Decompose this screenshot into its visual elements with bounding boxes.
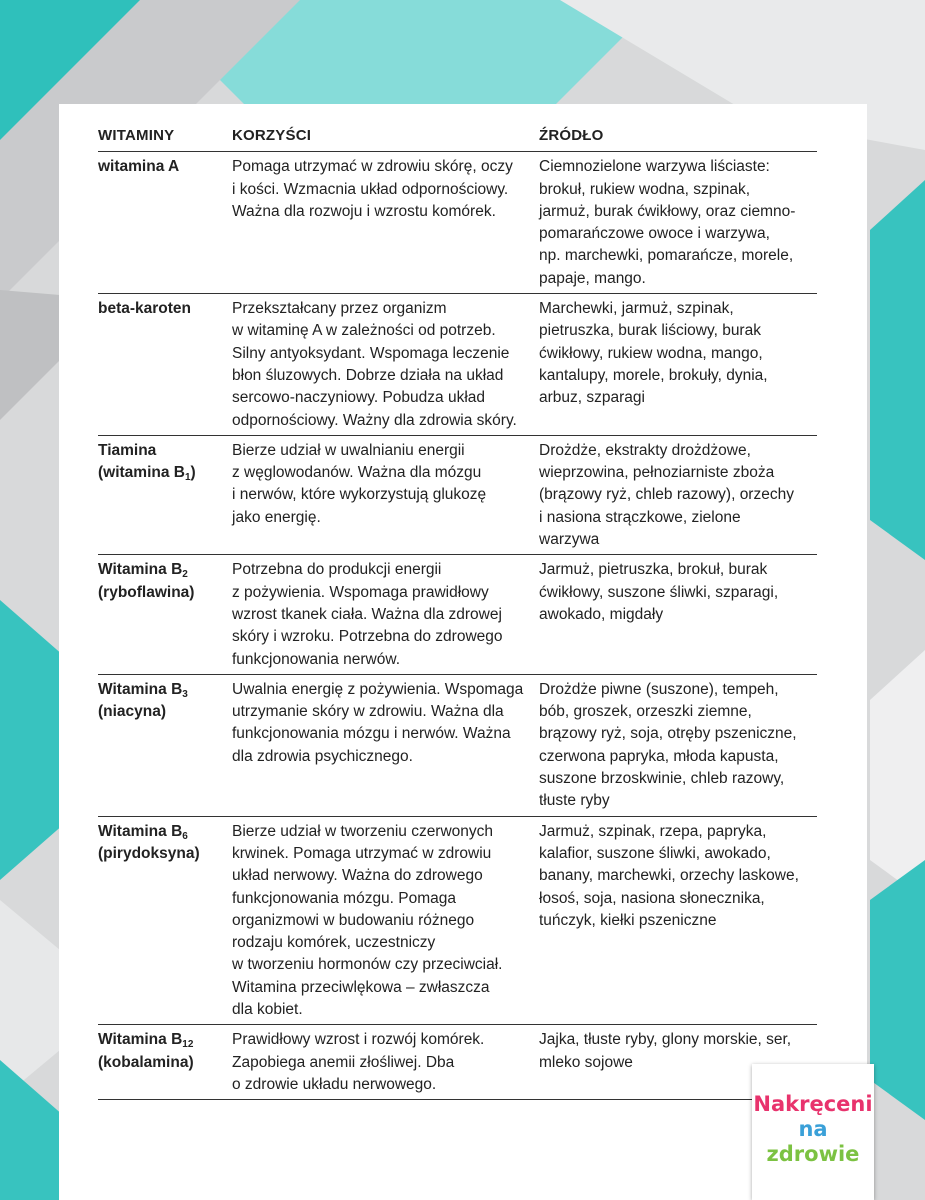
table-row (98, 294, 817, 436)
vitamin-name: Witamina $B_{12}$ (kobalamina) (98, 1025, 232, 1100)
vitamin-benefits: Potrzebna do produkcji energii z pożywienia. Wspomaga prawidłowy wzrost tkanek ciała. Ważna dla zdrowej skóry i wzroku. Potrzebna do zdrowego funkcjonowania nerwów. (232, 555, 539, 674)
table-row (98, 816, 817, 1025)
logo-line: zdrowie (766, 1142, 860, 1166)
vitamin-name: beta-karoten (98, 294, 232, 436)
vitamin-table (98, 122, 817, 1100)
header-vitamins: WITAMINY (98, 122, 232, 152)
vitamin-sources: Jarmuż, pietruszka, brokuł, burak ćwikłowy, suszone śliwki, szparagi, awokado, migdały (539, 555, 817, 674)
vitamin-benefits: Bierze udział w tworzeniu czerwonych krwinek. Pomaga utrzymać w zdrowiu układ nerwowy. Ważna do zdrowego funkcjonowania mózgu. Pomaga organizmowi w budowaniu różnego rodzaju komórek, uczestniczy w tworzeniu hormonów czy przeciwciał. Witamina przeciwlękowa – zwłaszcza dla kobiet. (232, 816, 539, 1025)
vitamin-name: witamina A (98, 152, 232, 294)
vitamin-name: Witamina $B_6$ (pirydoksyna) (98, 816, 232, 1025)
table-row (98, 1025, 817, 1100)
vitamin-sources: Drożdże, ekstrakty drożdżowe, wieprzowina, pełnoziarniste zboża (brązowy ryż, chleb razowy), orzechy i nasiona strączkowe, zielone warzywa (539, 435, 817, 554)
table-row (98, 435, 817, 554)
vitamin-name: Tiamina (witamina $B_1$) (98, 435, 232, 554)
vitamin-benefits: Uwalnia energię z pożywienia. Wspomaga utrzymanie skóry w zdrowiu. Ważna dla funkcjonowania mózgu i nerwów. Ważna dla zdrowia psychicznego. (232, 674, 539, 816)
vitamin-sources: Marchewki, jarmuż, szpinak, pietruszka, burak liściowy, burak ćwikłowy, rukiew wodna, mango, kantalupy, morele, brokuły, dynia, arbuz, szparagi (539, 294, 817, 436)
logo-line: Nakręceni (753, 1092, 873, 1116)
vitamin-benefits: Pomaga utrzymać w zdrowiu skórę, oczy i kości. Wzmacnia układ odpornościowy. Ważna dla rozwoju i wzrostu komórek. (232, 152, 539, 294)
logo-line: na (798, 1117, 828, 1141)
table-row (98, 152, 817, 294)
nakreceni-na-zdrowie-logo (752, 1064, 874, 1200)
vitamin-benefits: Prawidłowy wzrost i rozwój komórek. Zapobiega anemii złośliwej. Dba o zdrowie układu nerwowego. (232, 1025, 539, 1100)
vitamin-sources: Ciemnozielone warzywa liściaste: brokuł, rukiew wodna, szpinak, jarmuż, burak ćwikłowy, oraz ciemno- pomarańczowe owoce i warzywa, np. marchewki, pomarańcze, morele, papaje, mango. (539, 152, 817, 294)
vitamin-sources: Jarmuż, szpinak, rzepa, papryka, kalafior, suszone śliwki, awokado, banany, marchewki, orzechy laskowe, łosoś, soja, nasiona słonecznika, tuńczyk, kiełki pszeniczne (539, 816, 817, 1025)
header-benefits: KORZYŚCI (232, 122, 539, 152)
vitamin-benefits: Bierze udział w uwalnianiu energii z węglowodanów. Ważna dla mózgu i nerwów, które wykorzystują glukozę jako energię. (232, 435, 539, 554)
vitamin-sources: Jajka, tłuste ryby, glony morskie, ser, mleko sojowe (539, 1025, 817, 1100)
header-sources: ŹRÓDŁO (539, 122, 817, 152)
vitamin-name: Witamina $B_2$ (ryboflawina) (98, 555, 232, 674)
vitamin-benefits: Przekształcany przez organizm w witaminę A w zależności od potrzeb. Silny antyoksydant. Wspomaga leczenie błon śluzowych. Dobrze działa na układ sercowo-naczyniowy. Pobudza układ odpornościowy. Ważny dla zdrowia skóry. (232, 294, 539, 436)
vitamin-table-card (59, 104, 867, 1200)
vitamin-name: Witamina $B_3$ (niacyna) (98, 674, 232, 816)
table-row (98, 555, 817, 674)
table-header-row (98, 122, 817, 152)
vitamin-sources: Drożdże piwne (suszone), tempeh, bób, groszek, orzeszki ziemne, brązowy ryż, soja, otręby pszeniczne, czerwona papryka, młoda kapusta, suszone brzoskwinie, chleb razowy, tłuste ryby (539, 674, 817, 816)
table-row (98, 674, 817, 816)
